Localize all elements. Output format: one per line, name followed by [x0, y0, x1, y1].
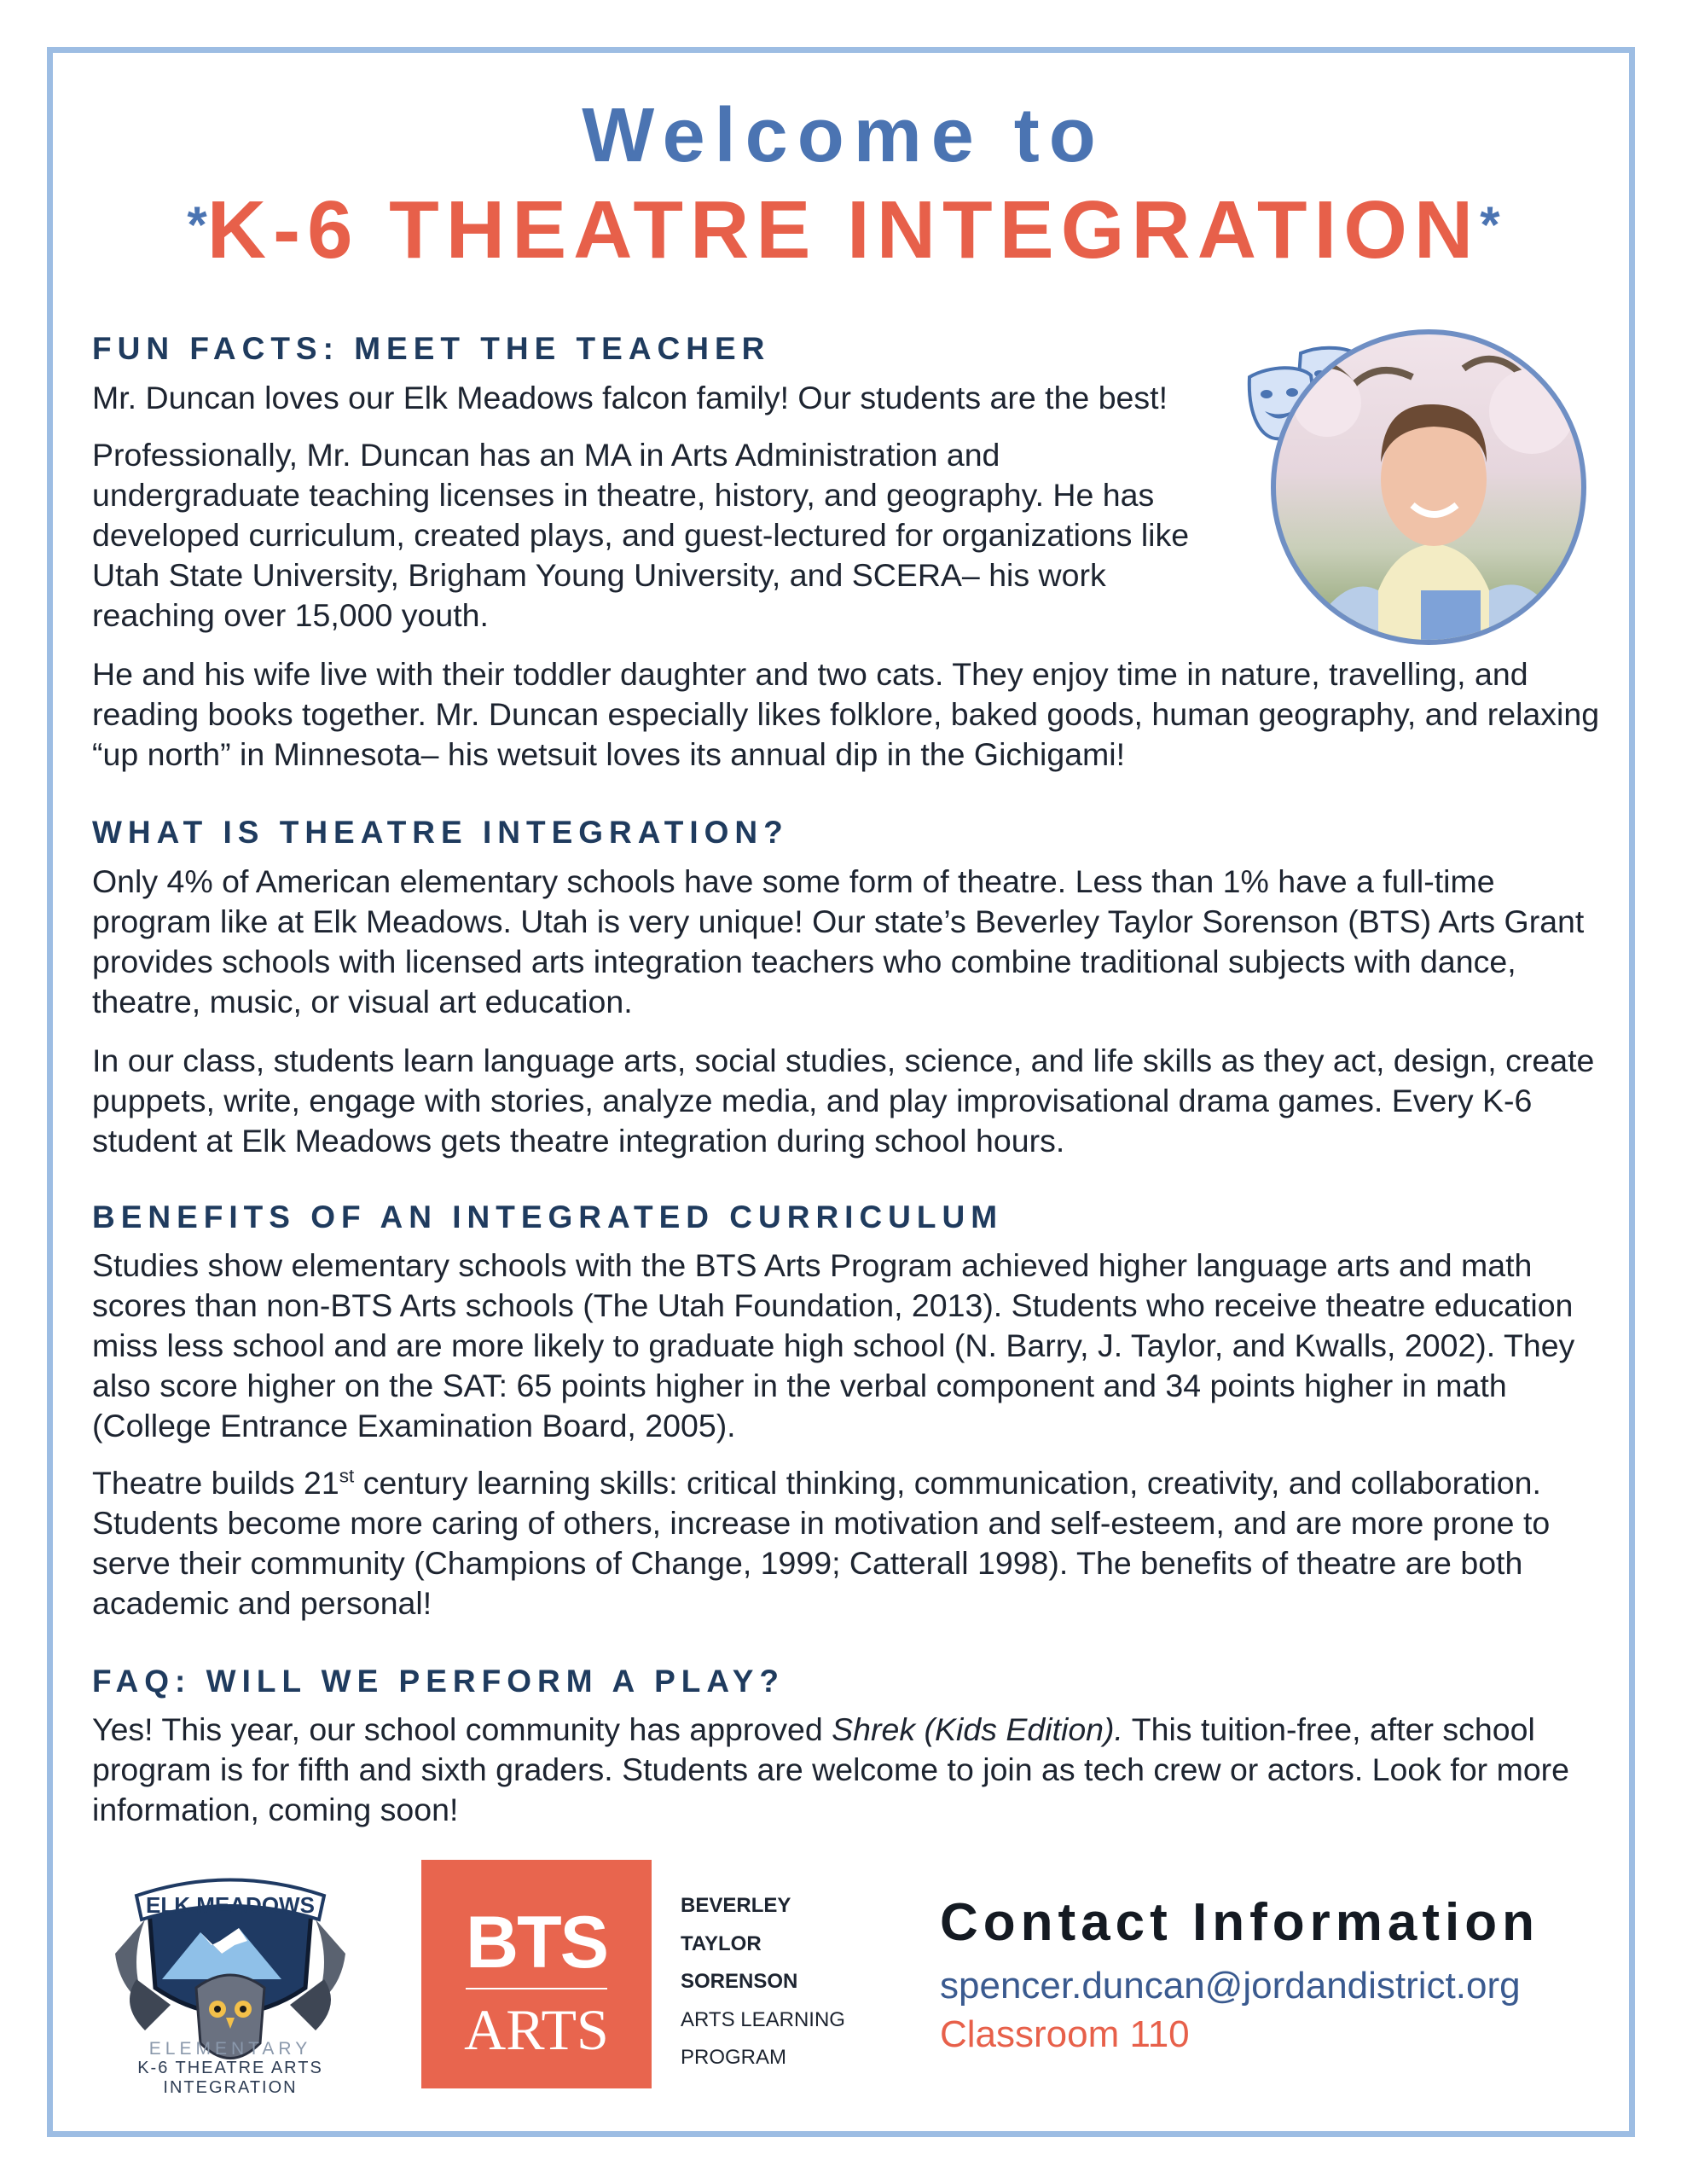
bts-name-line: TAYLOR — [681, 1931, 762, 1955]
star-right-icon: * — [1480, 196, 1500, 253]
benefits-text: century learning skills: critical thinking, communication, creativity, and collaboration. Students become more caring of others, increase in motivation and self-esteem, and are more prone to serve their community (Champions of Change, 1999; Catterall 1998). The benefits of theatre are both academic and personal! — [92, 1465, 1551, 1621]
bts-name-line: BEVERLEY — [681, 1894, 791, 1917]
benefits-text: Theatre builds 21 — [92, 1465, 339, 1501]
section-heading-benefits: BENEFITS OF AN INTEGRATED CURRICULUM — [92, 1199, 1004, 1234]
teacher-paragraph-2-line: Professionally, Mr. Duncan has an MA in Arts Administration and — [92, 437, 1000, 473]
elk-logo-line-2: K-6 THEATRE ARTS — [137, 2059, 323, 2077]
what-paragraph-1: Only 4% of American elementary schools have some form of theatre. Less than 1% have a full-time program like at Elk Meadows. Utah is very unique! Our state’s Beverley Taylor Sorenson (BTS) Arts Grant provides schools with licensed arts integration teachers who combine traditional subjects with dance, theatre, music, or visual art education. — [92, 863, 1585, 1019]
star-left-icon: * — [187, 196, 207, 253]
page-title-text: K-6 THEATRE INTEGRATION — [206, 184, 1481, 276]
teacher-paragraph-2-line: developed curriculum, created plays, and guest-lectured for organizations like — [92, 517, 1190, 553]
teacher-paragraph-2-line: undergraduate teaching licenses in theatre, history, and geography. He has — [92, 477, 1155, 513]
contact-classroom: Classroom 110 — [940, 2013, 1190, 2055]
welcome-title: Welcome to — [582, 93, 1105, 178]
bts-name-line: ARTS LEARNING — [681, 2007, 845, 2031]
contact-heading: Contact Information — [940, 1893, 1539, 1952]
what-paragraph-2: In our class, students learn language arts, social studies, science, and life skills as they act, design, create puppets, write, engage with stories, analyze media, and play improvisational drama games. Every K-6 student at Elk Meadows gets theatre integration during school hours. — [92, 1043, 1595, 1159]
bts-logo-divider — [466, 1988, 607, 1989]
bts-name-line: SORENSON — [681, 1970, 798, 1993]
bts-logo-bottom: ARTS — [464, 1997, 609, 2062]
bts-program-name — [681, 1887, 845, 2077]
teacher-paragraph-3: He and his wife live with their toddler daughter and two cats. They enjoy time in nature, travelling, and reading books together. Mr. Duncan especially likes folklore, baked goods, human geography, and relaxing “up north” in Minnesota– his wetsuit loves its annual dip in the Gichigami! — [92, 656, 1600, 772]
bts-name-line: PROGRAM — [681, 2046, 787, 2069]
elk-logo-caption — [94, 2039, 367, 2098]
elk-logo-line-3: INTEGRATION — [163, 2078, 298, 2097]
bts-arts-logo — [421, 1860, 652, 2088]
play-title: Shrek (Kids Edition). — [832, 1711, 1123, 1747]
section-heading-teacher: FUN FACTS: MEET THE TEACHER — [92, 331, 771, 366]
benefits-paragraph-2 — [92, 1463, 1610, 1623]
section-heading-what: WHAT IS THEATRE INTEGRATION? — [92, 815, 789, 850]
page-title — [0, 183, 1687, 277]
contact-email-link[interactable]: spencer.duncan@jordandistrict.org — [940, 1965, 1521, 2007]
faq-text: This tuition-free, after school program is for fifth and sixth graders. Students are welcome to join as tech crew or actors. Look for more information, coming soon! — [92, 1711, 1570, 1827]
teacher-paragraph-2-line: Utah State University, Brigham Young University, and SCERA– his work — [92, 557, 1106, 593]
teacher-paragraph-1: Mr. Duncan loves our Elk Meadows falcon family! Our students are the best! — [92, 380, 1168, 415]
faq-text: Yes! This year, our school community has approved — [92, 1711, 832, 1747]
bts-logo-top: BTS — [466, 1902, 607, 1984]
teacher-photo — [1271, 329, 1586, 645]
elk-logo-line-1: ELEMENTARY — [148, 2039, 312, 2059]
benefits-paragraph-1: Studies show elementary schools with the BTS Arts Program achieved higher language arts and math scores than non-BTS Arts schools (The Utah Foundation, 2013). Students who receive theatre education miss less school and are more likely to graduate high school (N. Barry, J. Taylor, and Kwalls, 2002). They also score higher on the SAT: 65 points higher in the verbal component and 34 points higher in math (College Entrance Examination Board, 2005). — [92, 1247, 1575, 1443]
section-heading-faq: FAQ: WILL WE PERFORM A PLAY? — [92, 1664, 785, 1699]
superscript: st — [339, 1465, 355, 1487]
faq-paragraph — [92, 1710, 1610, 1830]
teacher-paragraph-2-line: reaching over 15,000 youth. — [92, 597, 489, 633]
teacher-paragraph-2 — [92, 435, 1244, 636]
elk-logo-banner: ELK MEADOWS — [146, 1892, 315, 1918]
